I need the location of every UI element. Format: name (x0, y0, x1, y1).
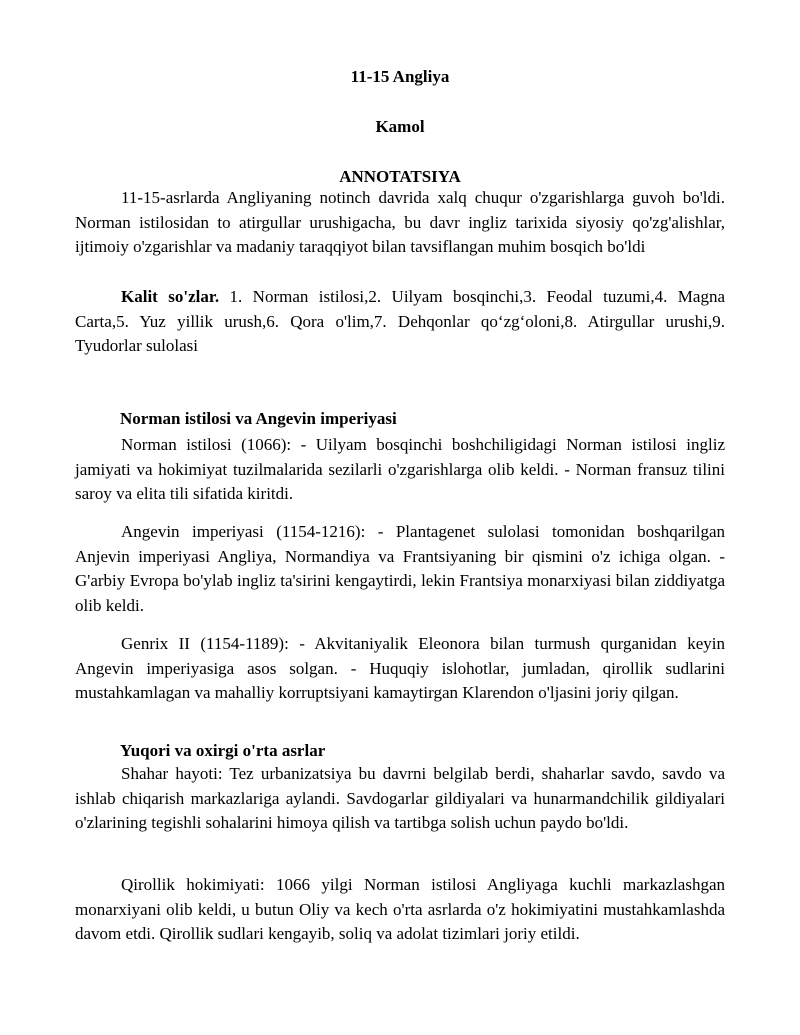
paragraph-norman-conquest: Norman istilosi (1066): - Uilyam bosqinchi boshchiligidagi Norman istilosi ingliz jamiyati va hokimiyat tuzilmalarida sezilarli o'zgarishlarga olib keldi. - Norman fransuz tilini saroy va elita tili sifatida kiritdi. (75, 435, 725, 503)
section-heading-middle-ages: Yuqori va oxirgi o'rta asrlar (120, 741, 326, 760)
document-author: Kamol (375, 117, 425, 136)
paragraph-angevin-empire: Angevin imperiyasi (1154-1216): - Plantagenet sulolasi tomonidan boshqarilgan Anjevin imperiyasi Angliya, Normandiya va Frantsiyaning bir qismini o'z ichiga olgan. - G'arbiy Evropa bo'ylab ingliz ta'sirini kengaytirdi, lekin Frantsiya monarxiyasi bilan ziddiyatga olib keldi. (75, 522, 725, 615)
annotation-heading: ANNOTATSIYA (339, 167, 461, 186)
paragraph-royal-power: Qirollik hokimiyati: 1066 yilgi Norman istilosi Angliyaga kuchli markazlashgan monarxiyani olib keldi, u butun Oliy va kech o'rta asrlarda o'z hokimiyatini mustahkamlashda davom etdi. Qirollik sudlari kengayib, soliq va adolat tizimlari joriy etildi. (75, 875, 725, 943)
paragraph-urban-life: Shahar hayoti: Tez urbanizatsiya bu davrni belgilab berdi, shaharlar savdo, savdo va ishlab chiqarish markazlariga aylandi. Savdogarlar gildiyalari va hunarmandchilik gildiyalari o'zlarining tegishli sohalarini himoya qilish va tartibga solish uchun paydo bo'ldi. (75, 764, 725, 832)
section-heading-norman: Norman istilosi va Angevin imperiyasi (120, 409, 397, 428)
keywords-text: 1. Norman istilosi,2. Uilyam bosqinchi,3. Feodal tuzumi,4. Magna Carta,5. Yuz yillik urush,6. Qora o'lim,7. Dehqonlar qo‘zg‘oloni,8. Atirgullar urushi,9. Tyudorlar sulolasi (75, 287, 725, 355)
keywords-label: Kalit so'zlar. (121, 287, 220, 306)
document-title: 11-15 Angliya (350, 67, 450, 86)
keywords-paragraph (75, 285, 725, 359)
paragraph-henry-ii: Genrix II (1154-1189): - Akvitaniyalik Eleonora bilan turmush qurganidan keyin Angevin imperiyasiga asos solgan. - Huquqiy islohotlar, jumladan, qirollik sudlarini mustahkamlagan va mahalliy korruptsiyani kamaytirgan Klarendon o'ljasini joriy qilgan. (75, 634, 725, 702)
annotation-paragraph: 11-15-asrlarda Angliyaning notinch davrida xalq chuqur o'zgarishlarga guvoh bo'ldi. Norman istilosidan to atirgullar urushigacha, bu davr ingliz tarixida siyosiy qo'zg'alishlar, ijtimoiy o'zgarishlar va madaniy taraqqiyot bilan tavsiflangan muhim bosqich bo'ldi (75, 188, 725, 256)
